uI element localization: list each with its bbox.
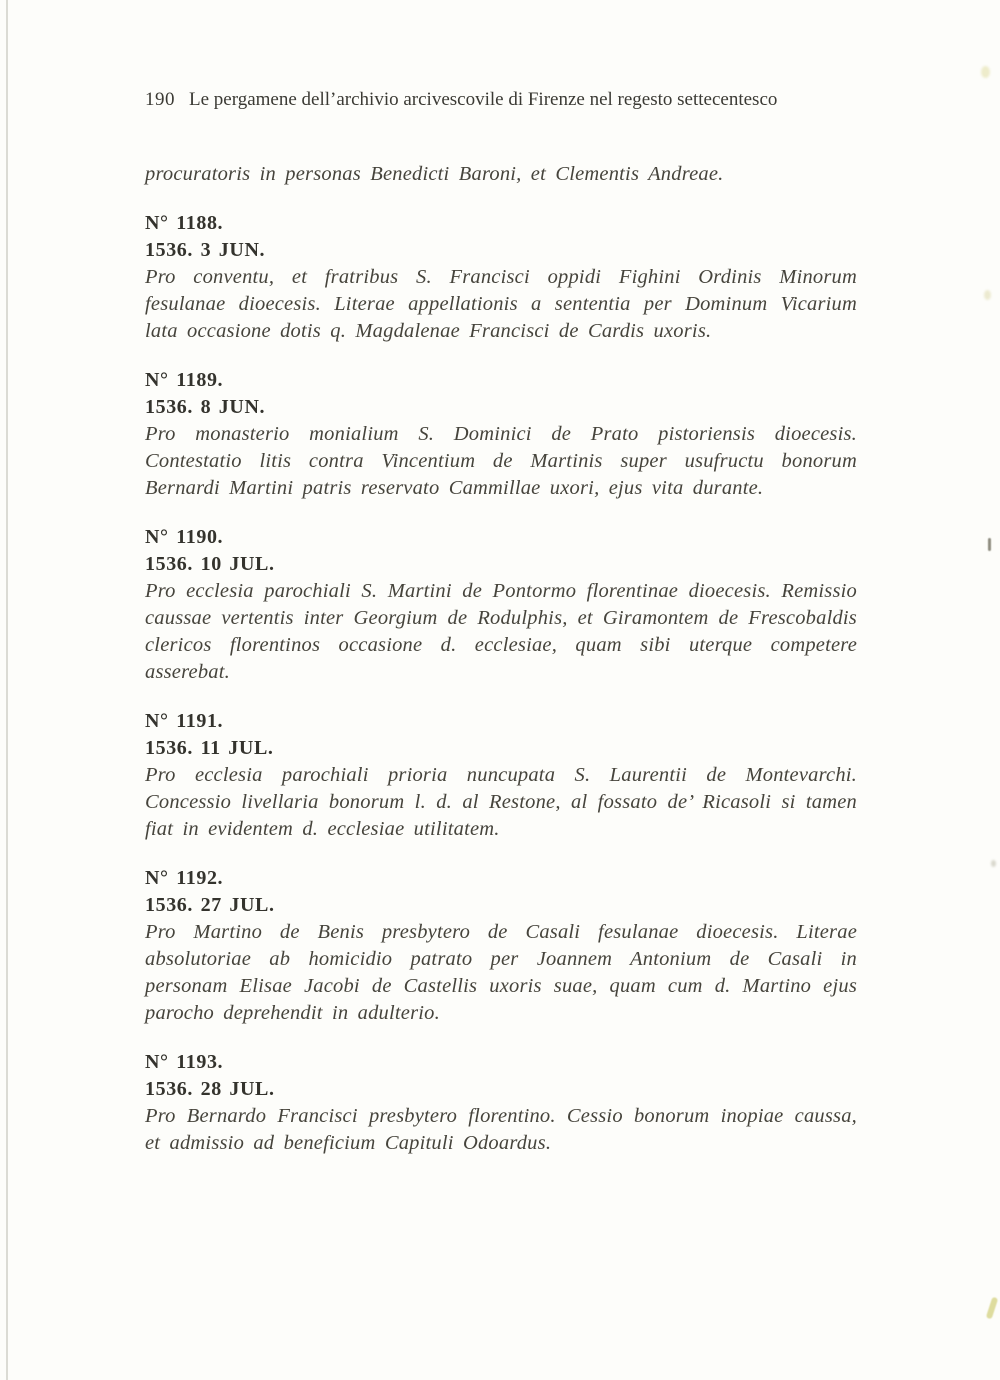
scan-artifact (984, 290, 991, 300)
entry-number: N° 1188. (145, 212, 224, 234)
running-title: Le pergamene dell’archivio arcivescovile di Firenze nel regesto settecentesco (189, 89, 778, 110)
regest-entry-1193 (145, 1049, 857, 1157)
scan-artifact (991, 860, 996, 867)
entry-date: 1536. 27 JUL. (145, 894, 275, 916)
regest-entry-1192 (145, 865, 857, 1027)
entry-number: N° 1189. (145, 369, 224, 391)
entry-number: N° 1192. (145, 867, 224, 889)
entry-number: N° 1190. (145, 526, 224, 548)
continuation-paragraph: procuratoris in personas Benedicti Baroni, et Clementis Andreae. (145, 163, 724, 185)
scan-artifact (988, 538, 991, 551)
regest-entry-1190 (145, 524, 857, 686)
scan-artifact (981, 66, 990, 78)
page-content (145, 0, 857, 1157)
running-head (145, 86, 857, 113)
entry-summary: Pro ecclesia parochiali prioria nuncupata S. Laurentii de Montevarchi. Concessio livellaria bonorum l. d. al Restone, al fossato de’ Ricasoli si tamen fiat in evidentem d. ecclesiae utilitatem. (145, 764, 857, 840)
entry-summary: Pro Bernardo Francisci presbytero florentino. Cessio bonorum inopiae caussa, et admissio ad beneficium Capituli Odoardus. (145, 1105, 857, 1154)
entry-date: 1536. 28 JUL. (145, 1078, 275, 1100)
entry-date: 1536. 10 JUL. (145, 553, 275, 575)
entry-summary: Pro Martino de Benis presbytero de Casali fesulanae dioecesis. Literae absolutoriae ab homicidio patrato per Joannem Antonium de Casali in personam Elisae Jacobi de Castellis uxoris suae, quam cum d. Martino ejus parocho deprehendit in adulterio. (145, 921, 857, 1024)
regest-entry-1188 (145, 210, 857, 345)
entry-date: 1536. 11 JUL. (145, 737, 274, 759)
page-edge-line (6, 0, 8, 1380)
entry-summary: Pro monasterio monialium S. Dominici de Prato pistoriensis dioecesis. Contestatio litis contra Vincentium de Martinis super usufructu bonorum Bernardi Martini patris reservato Cammillae uxori, ejus vita durante. (145, 423, 857, 499)
entry-date: 1536. 8 JUN. (145, 396, 266, 418)
regest-entry-1189 (145, 367, 857, 502)
entry-summary: Pro conventu, et fratribus S. Francisci oppidi Fighini Ordinis Minorum fesulanae dioecesis. Literae appellationis a sententia per Dominum Vicarium lata occasione dotis q. Magdalenae Francisci de Cardis uxoris. (145, 266, 857, 342)
entry-summary: Pro ecclesia parochiali S. Martini de Pontormo florentinae dioecesis. Remissio caussae vertentis inter Georgium de Rodulphis, et Giramontem de Frescobaldis clericos florentinos occasione d. ecclesiae, quam sibi uterque competere asserebat. (145, 580, 857, 683)
scan-artifact (986, 1297, 999, 1320)
page-number: 190 (145, 89, 175, 110)
entry-number: N° 1191. (145, 710, 224, 732)
regest-entry-1191 (145, 708, 857, 843)
entry-date: 1536. 3 JUN. (145, 239, 266, 261)
entry-number: N° 1193. (145, 1051, 224, 1073)
